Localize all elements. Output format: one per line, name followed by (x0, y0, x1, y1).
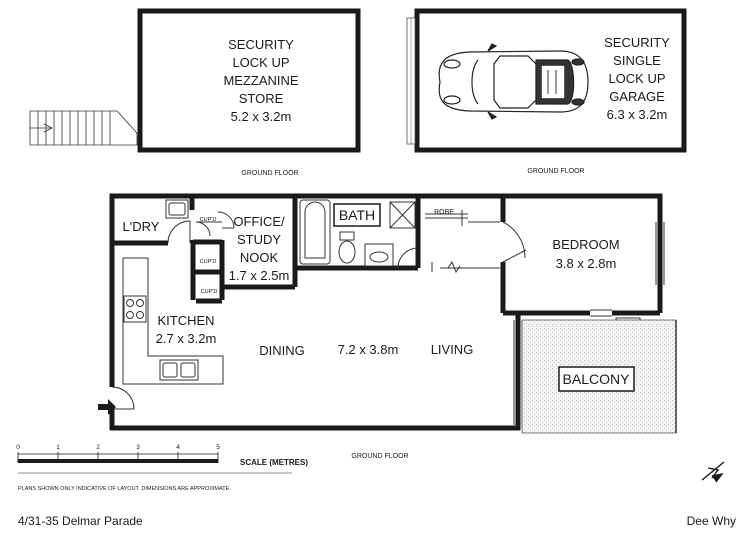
office-size: 1.7 x 2.5m (228, 268, 290, 283)
cupboard-label-3: CUP'D (200, 289, 218, 295)
cupboard-label-2: CUP'D (199, 259, 217, 265)
garage-label-line1: SECURITY (604, 35, 670, 50)
office-label-line2: STUDY (236, 232, 282, 247)
unit-floor-label: GROUND FLOOR (351, 453, 409, 460)
dining-label: DINING (259, 343, 305, 358)
property-suburb: Dee Why (686, 514, 736, 528)
office-label-line1: OFFICE/ (233, 214, 285, 229)
office-label-line3: NOOK (239, 250, 279, 265)
scale-tick-5: 5 (216, 444, 220, 451)
kitchen-label: KITCHEN (157, 313, 215, 328)
scale-bar (16, 444, 308, 492)
laundry-label: L'DRY (122, 219, 160, 234)
mezzanine-label-line1: SECURITY (228, 37, 294, 52)
living-label: LIVING (430, 342, 474, 357)
car-icon (439, 44, 588, 119)
mezzanine-label-line3: MEZZANINE (223, 73, 299, 88)
bedroom-label: BEDROOM (552, 237, 620, 252)
scale-label: SCALE (METRES) (240, 458, 308, 467)
garage-label-line2: SINGLE (613, 53, 661, 68)
scale-tick-0: 0 (16, 444, 20, 451)
balcony (522, 320, 676, 433)
balcony-label: BALCONY (562, 371, 630, 387)
scale-tick-4: 4 (176, 444, 180, 451)
bath-label: BATH (338, 207, 376, 223)
garage-floor-label: GROUND FLOOR (527, 168, 585, 175)
mezzanine-floor-label: GROUND FLOOR (241, 170, 299, 177)
property-address: 4/31-35 Delmar Parade (18, 514, 143, 528)
bedroom-size: 3.8 x 2.8m (555, 256, 617, 271)
kitchen-size: 2.7 x 3.2m (155, 331, 217, 346)
garage-label-line4: GARAGE (609, 89, 665, 104)
garage-size: 6.3 x 3.2m (606, 107, 668, 122)
robe-label: ROBE (434, 209, 454, 216)
north-arrow-icon (702, 462, 724, 482)
garage-label-line3: LOCK UP (608, 71, 666, 86)
stairs-icon (30, 111, 137, 145)
cupboard-label-1: CUP'D (199, 217, 217, 223)
disclaimer: PLANS SHOWN ONLY INDICATIVE OF LAYOUT. DIMENSIONS ARE APPROXIMATE. (18, 486, 231, 492)
living-size: 7.2 x 3.8m (337, 342, 399, 357)
garage (407, 11, 684, 175)
scale-tick-2: 2 (96, 444, 100, 451)
mezzanine-size: 5.2 x 3.2m (230, 109, 292, 124)
mezzanine-label-line2: LOCK UP (232, 55, 290, 70)
scale-tick-1: 1 (56, 444, 60, 451)
mezzanine-label-line4: STORE (238, 91, 284, 106)
mezzanine-store (30, 11, 358, 177)
scale-tick-3: 3 (136, 444, 140, 451)
